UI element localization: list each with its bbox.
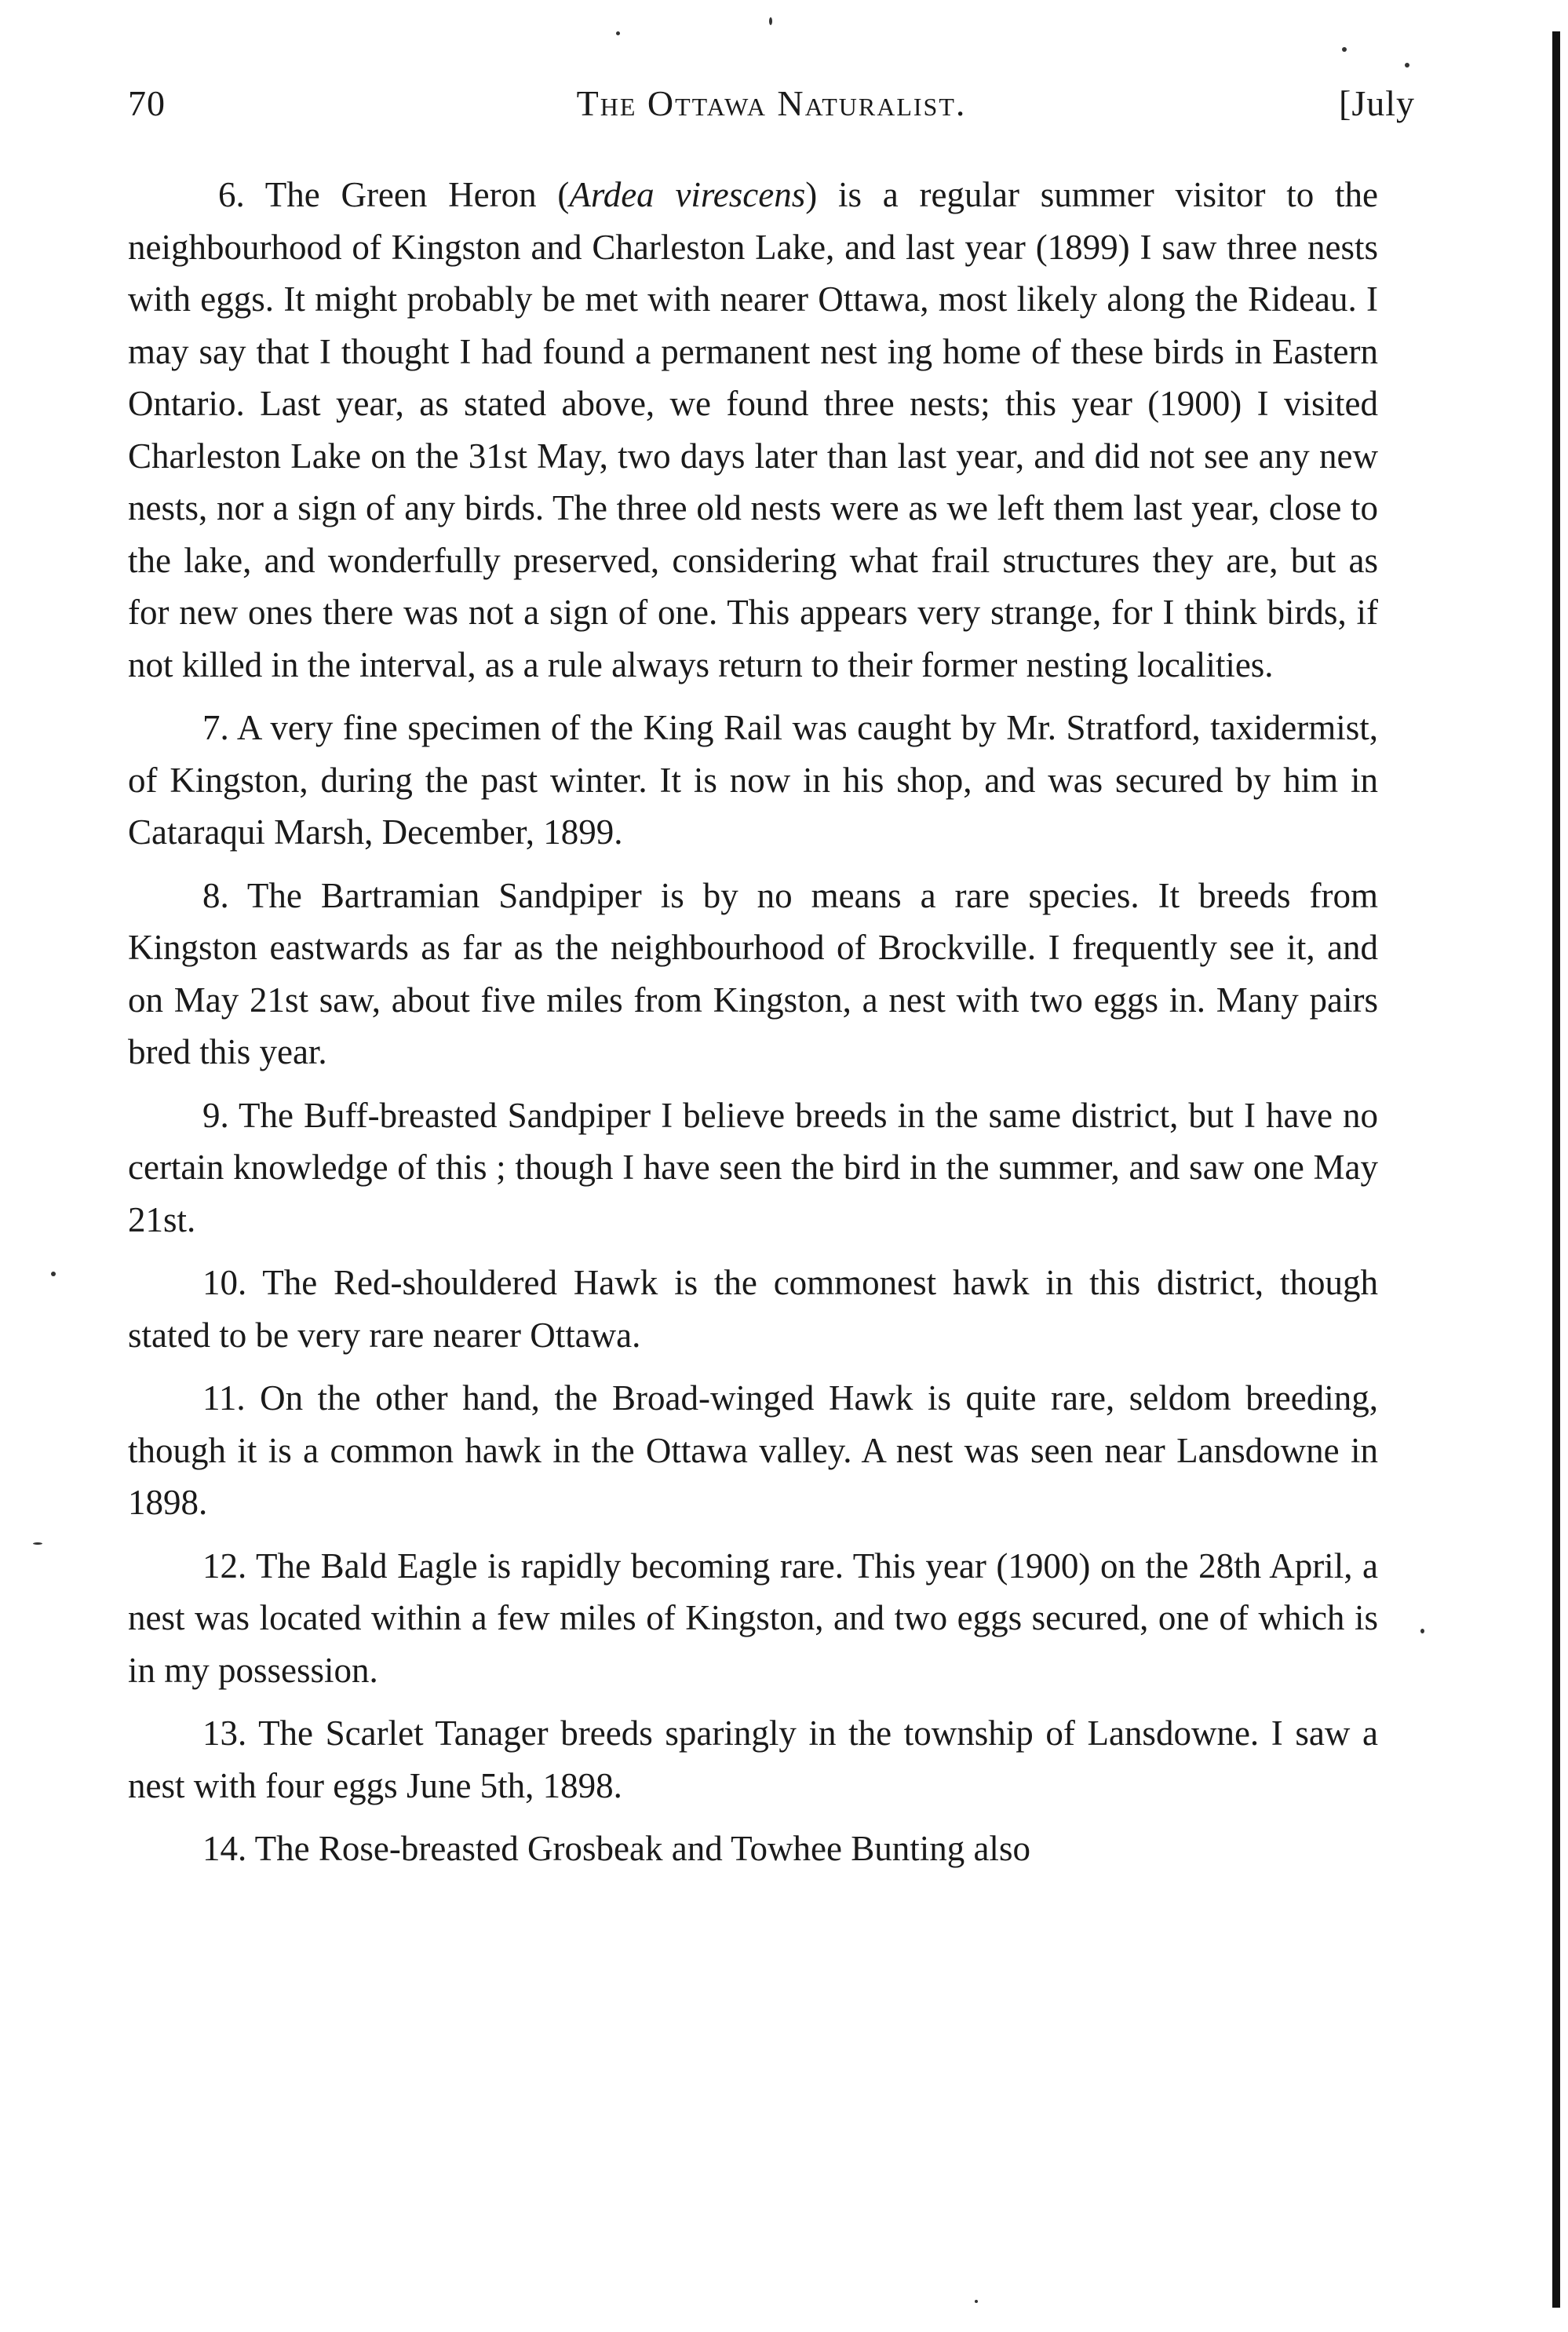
scientific-name: Ardea virescens — [569, 175, 806, 214]
paragraph-8: 8. The Bartramian Sandpiper is by no means a rare species. It breeds from Kingston eastwards as far as the neighbourhood of Brockville. I frequently see it, and on May 21st saw, about five miles from Kingston, a nest with two eggs in. Many pairs bred this year. — [128, 875, 1378, 1071]
paragraph-9: 9. The Buff-breasted Sandpiper I believe breeds in the same district, but I have no certain knowledge of this ; though I have seen the bird in the summer, and saw one May 21st. — [128, 1095, 1378, 1239]
body-text — [128, 169, 1378, 1886]
print-speck — [1342, 47, 1347, 52]
page-edge-shadow — [1552, 31, 1560, 2308]
print-speck — [975, 2300, 978, 2303]
page-number: 70 — [128, 83, 166, 123]
print-speck — [1420, 1629, 1424, 1633]
header-month: [July — [1339, 83, 1415, 123]
paragraph-13: 13. The Scarlet Tanager breeds sparingly in the township of Lansdowne. I saw a nest with four eggs June 5th, 1898. — [128, 1713, 1378, 1805]
paragraph-7: 7. A very fine specimen of the King Rail was caught by Mr. Stratford, taxidermist, of Kingston, during the past winter. It is now in his shop, and was secured by him in Cataraqui Marsh, December, 1899. — [128, 708, 1378, 852]
running-title: The Ottawa Naturalist. — [576, 83, 967, 123]
paragraph-12: 12. The Bald Eagle is rapidly becoming rare. This year (1900) on the 28th April, a nest was located within a few miles of Kingston, and two eggs secured, one of which is in my possession. — [128, 1546, 1378, 1690]
paragraph-6 — [128, 169, 1378, 691]
paragraph-11: 11. On the other hand, the Broad-winged Hawk is quite rare, seldom breeding, though it is a common hawk in the Ottawa valley. A nest was seen near Lansdowne in 1898. — [128, 1378, 1378, 1522]
paragraph-14: 14. The Rose-breasted Grosbeak and Towhee Bunting also — [202, 1829, 1030, 1868]
print-speck — [51, 1272, 56, 1276]
paragraph-6-rest: ) is a regular summer visitor to the neighbourhood of Kingston and Charleston Lake, and last year (1899) I saw three nests with eggs. It might probably be met with nearer Ottawa, most likely along the Rideau. I may say that I thought I had found a permanent nest ing home of these birds in Eastern Ontario. Last year, as stated above, we found three nests; this year (1900) I visited Charleston Lake on the 31st May, two days later than last year, and did not see any new nests, nor a sign of any birds. The three old nests were as we left them last year, close to the lake, and wonderfully preserved, considering what frail structures they are, but as for new ones there was not a sign of one. This appears very strange, for I think birds, if not killed in the interval, as a rule always return to their former nesting localities. — [128, 175, 1378, 684]
print-speck — [1405, 63, 1409, 68]
page-header — [128, 82, 1415, 137]
print-speck — [769, 17, 772, 25]
paragraph-10: 10. The Red-shouldered Hawk is the commonest hawk in this district, though stated to be very rare nearer Ottawa. — [128, 1263, 1378, 1355]
paragraph-6-lead: 6. The Green Heron ( — [218, 175, 570, 214]
print-speck — [616, 31, 620, 35]
print-speck — [33, 1542, 42, 1545]
